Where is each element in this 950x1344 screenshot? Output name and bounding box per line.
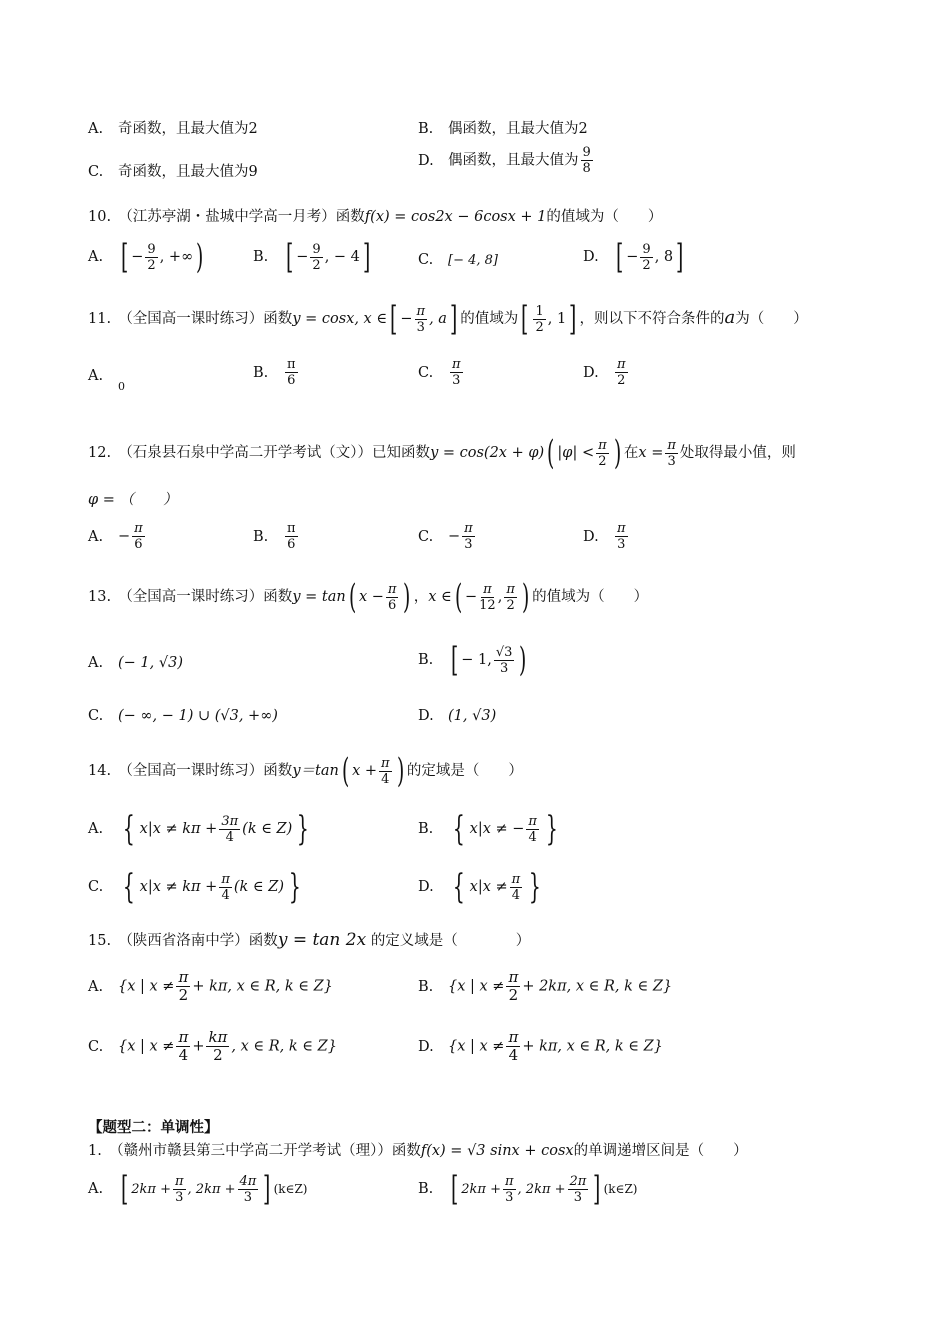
q15-option-c[interactable]: C. {x | x ≠ $\frac{\pi}{4}$ + $\frac{k\pi}{2}$ , x ∈ R, k ∈ Z}: [88, 1028, 337, 1064]
q10-option-b[interactable]: B. [ − $\frac{9}{2}$ , − 4]: [253, 237, 371, 277]
question-11: 11. （全国高一课时练习）函数y = cosx, x ∈[ − $\frac{\pi}{3}$ , a] 的值域为[ $\frac{1}{2}$ , 1] ，则以下不符合条件的a为（ ）: [88, 299, 808, 339]
question-12: 12. （石泉县石泉中学高二开学考试（文））已知函数y = cos(2x + φ)( |φ| < $\frac{\pi}{2}$ ) 在x = $\frac{\pi}{3}$ 处取得最小值，则: [88, 433, 796, 473]
q10-option-c[interactable]: C. [− 4, 8]: [418, 252, 498, 268]
option-label: C.: [88, 164, 104, 180]
s2q1-option-b[interactable]: B. [ 2kπ + $\frac{\pi}{3}$ , 2kπ + $\frac{2\pi}{3}$ ] (k∈Z): [418, 1169, 638, 1209]
section2-question-1: 1. （赣州市赣县第三中学高二开学考试（理））函数f(x) = √3 sinx + cosx的单调递增区间是（ ）: [88, 1143, 748, 1159]
q15-option-a[interactable]: A. {x | x ≠ $\frac{\pi}{2}$ + kπ, x ∈ R, k ∈ Z}: [88, 968, 333, 1004]
q11-option-a[interactable]: $A._0$: [88, 368, 125, 393]
question-12-line2: φ = （ ）: [88, 492, 178, 508]
option-label: D.: [418, 152, 434, 169]
q13-option-c[interactable]: C. (− ∞, − 1) ∪ (√3, +∞): [88, 708, 278, 724]
q15-option-b[interactable]: B. {x | x ≠ $\frac{\pi}{2}$ + 2kπ, x ∈ R, k ∈ Z}: [418, 968, 673, 1004]
option-label: A.: [88, 121, 104, 137]
s2q1-option-a[interactable]: A. [ 2kπ + $\frac{\pi}{3}$ , 2kπ + $\frac{4\pi}{3}$ ] (k∈Z): [88, 1169, 308, 1209]
q11-option-b[interactable]: B. $\frac{\pi}{6}$: [253, 357, 296, 388]
q14-option-a[interactable]: A. { x|x ≠ kπ + $\frac{3\pi}{4}$ (k ∈ Z) }: [88, 809, 310, 849]
q12-option-d[interactable]: D. $\frac{\pi}{3}$: [583, 521, 626, 552]
fraction: $\frac{9}{8}$: [582, 145, 591, 176]
section-heading: 【题型二：单调性】: [88, 1120, 219, 1136]
q13-option-b[interactable]: B. [ − 1, $\frac{√3}{3}$ ): [418, 640, 527, 680]
option-label: B.: [418, 121, 434, 137]
question-10: 10. （江苏亭湖・盐城中学高一月考）函数f(x) = cos2x − 6cosx + 1的值域为（ ）: [88, 209, 663, 225]
q9-option-a[interactable]: [88, 117, 258, 138]
q9-option-b[interactable]: [418, 117, 588, 138]
q14-option-c[interactable]: C. { x|x ≠ kπ + $\frac{\pi}{4}$ (k ∈ Z) }: [88, 867, 301, 907]
q11-option-c[interactable]: C. $\frac{\pi}{3}$: [418, 357, 461, 388]
question-13: 13. （全国高一课时练习）函数y = tan( x − $\frac{\pi}{6}$ ) ，x ∈( − $\frac{\pi}{12}$ , $\frac{\pi}{2}$ ) 的值域为（ ）: [88, 577, 649, 617]
q9-option-c[interactable]: [88, 160, 258, 181]
q14-option-d[interactable]: D. { x|x ≠ $\frac{\pi}{4}$ }: [418, 867, 541, 907]
q9-option-d[interactable]: [418, 146, 595, 175]
q13-option-d[interactable]: D. (1, √3): [418, 708, 497, 724]
q14-option-b[interactable]: B. { x|x ≠ − $\frac{\pi}{4}$ }: [418, 809, 558, 849]
option-text: 奇函数，且最大值为2: [118, 121, 258, 137]
option-text: 偶函数，且最大值为: [448, 152, 579, 169]
question-15: 15. （陕西省洛南中学）函数y = tan 2x 的定义域是（ ）: [88, 930, 531, 950]
q12-option-c[interactable]: C. − $\frac{\pi}{3}$: [418, 521, 473, 552]
q13-option-a[interactable]: A. (− 1, √3): [88, 655, 183, 671]
option-text: 偶函数，且最大值为2: [448, 121, 588, 137]
question-14: 14. （全国高一课时练习）函数y＝tan( x + $\frac{\pi}{4}$ ) 的定域是（ ）: [88, 751, 523, 791]
option-text: 奇函数，且最大值为9: [118, 164, 258, 180]
q12-option-a[interactable]: A. − $\frac{\pi}{6}$: [88, 521, 143, 552]
q12-option-b[interactable]: B. $\frac{\pi}{6}$: [253, 521, 296, 552]
q10-option-a[interactable]: A. [ − $\frac{9}{2}$ , +∞): [88, 237, 204, 277]
q10-option-d[interactable]: D. [ − $\frac{9}{2}$ , 8]: [583, 237, 684, 277]
q11-option-d[interactable]: D. $\frac{\pi}{2}$: [583, 357, 626, 388]
q15-option-d[interactable]: D. {x | x ≠ $\frac{\pi}{4}$ + kπ, x ∈ R, k ∈ Z}: [418, 1028, 663, 1064]
